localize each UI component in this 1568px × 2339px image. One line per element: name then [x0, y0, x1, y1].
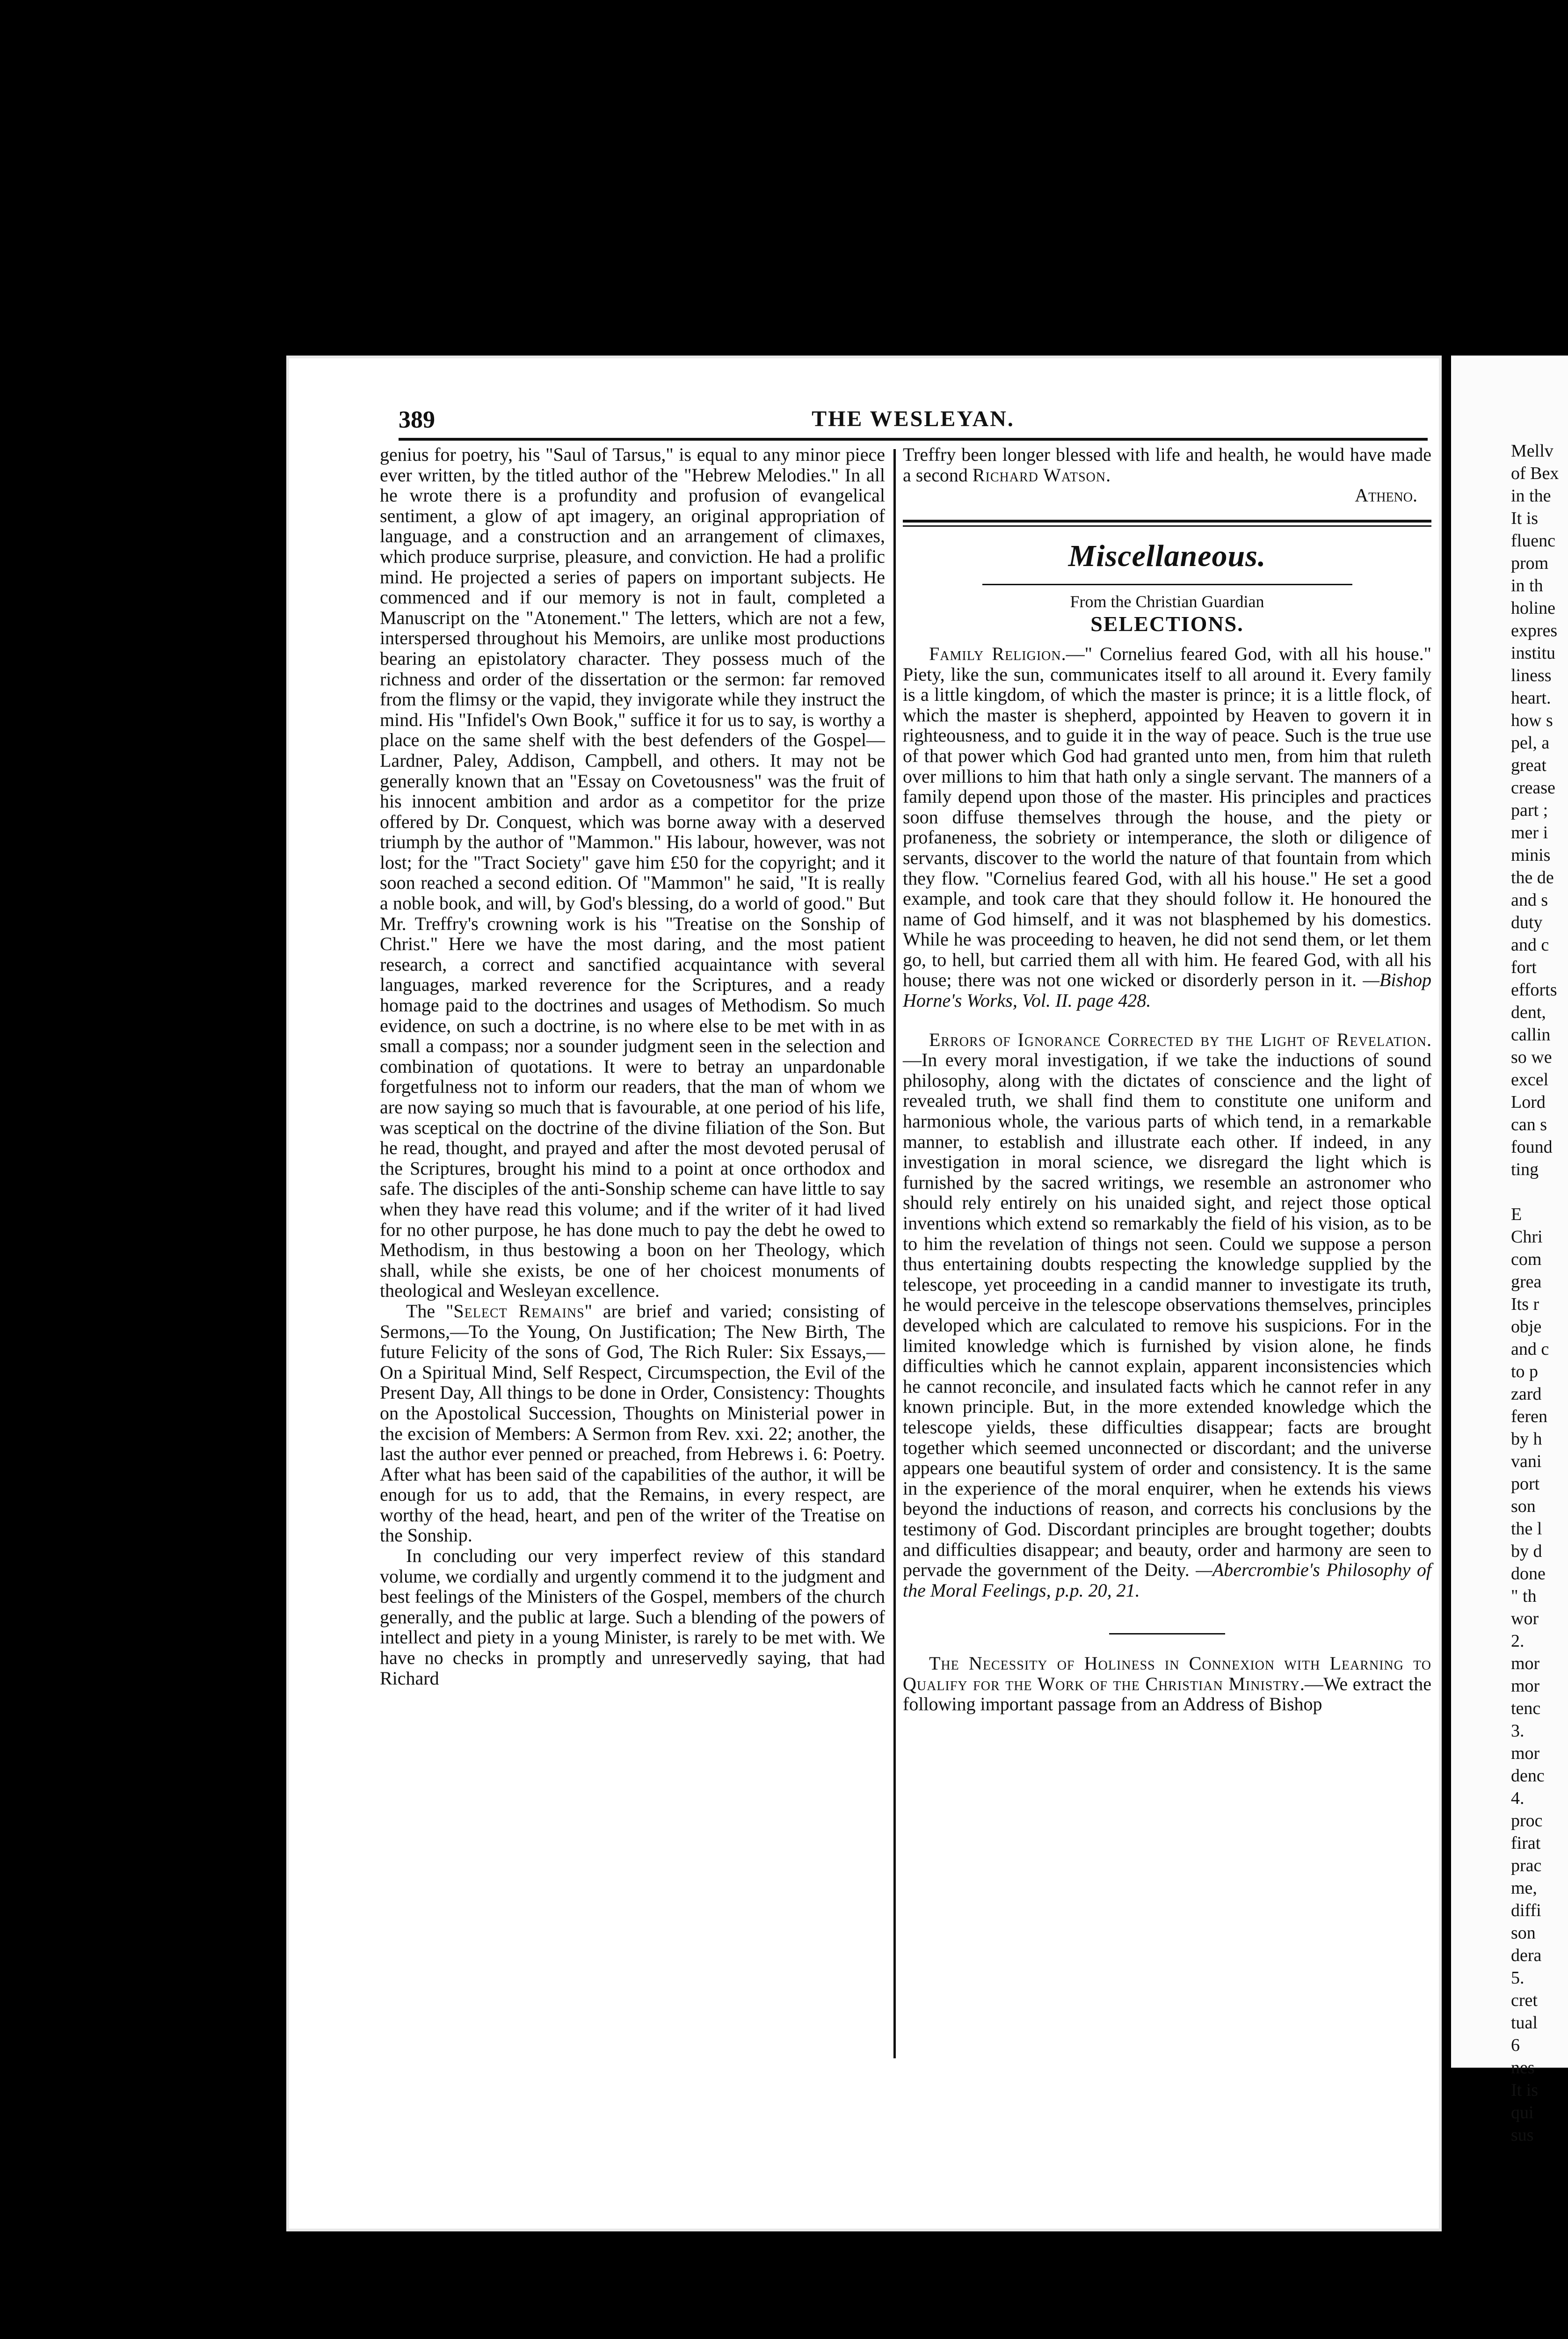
adjacent-line: " th	[1511, 1586, 1537, 1606]
adjacent-line: 3.	[1511, 1721, 1524, 1741]
paragraph-continuation	[903, 444, 1431, 485]
adjacent-line: holine	[1511, 598, 1555, 618]
section-title-miscellaneous: Miscellaneous.	[1068, 538, 1266, 573]
adjacent-line: Its r	[1511, 1294, 1539, 1314]
right-column	[903, 444, 1431, 2077]
signature-atheno: Atheno.	[1355, 485, 1417, 506]
para2-lead: The "	[406, 1300, 454, 1322]
item1-body: .—" Cornelius feared God, with all his house." Piety, like the sun, communicates itself to all around it. Every family is a little kingdom, of which the master is prince; it is a little flock, of which the master is shepherd, appointed by Heaven to govern it in righteousness, and to guide it in the way of peace. Such is the true use of that power which God had granted unto men, from him that ruleth over millions to him that hath only a single servant. The manners of a family depend upon those of the master. His principles and practices soon diffuse themselves through the house, and the piety or profaneness, the sobriety or intemperance, the sloth or diligence of servants, discover to the world the nature of that fountain from which they flow. "Cornelius feared God, with all his house." He set a good example, and took care that they should follow it. He honoured the name of God himself, and it was not blasphemed by his domestics. While he was proceeding to heaven, he did not send them, or let them go, to hell, but carried them all with him. He feared God, with all his house; there was not one wicked or disorderly person in it.	[903, 643, 1431, 991]
adjacent-line: nes	[1511, 2058, 1535, 2077]
paragraph-treffry-works: genius for poetry, his "Saul of Tarsus," is equal to any minor piece ever written, by the titled author of the "Hebrew Melodies." In all he wrote there is a profundity and profusion of evangelical sentiment, a glow of apt imagery, an original appropriation of language, and a construction and an arrangement of climaxes, which produce surprise, pleasure, and conviction. He had a prolific mind. He projected a series of papers on important subjects. He commenced and if our memory is not in fault, completed a Manuscript on the "Atonement." The letters, which are not a few, interspersed throughout his Memoirs, are unlike most productions bearing an epistolatory character. They possess much of the richness and order of the dissertation or the sermon: far removed from the flimsy or the vapid, they invigorate while they instruct the mind. His "Infidel's Own Book," suffice it for us to say, is worthy a place on the same shelf with the best defenders of the Gospel—Lardner, Paley, Addison, Campbell, and others. It may not be generally known that an "Essay on Covetousness" was the fruit of his innocent ambition and ardor as a competitor for the prize offered by Dr. Conquest, which was borne away with a deserved triumph by the author of "Mammon." His labour, however, was not lost; for the "Tract Society" gave him £50 for the copyright; and it soon reached a second edition. Of "Mammon" he said, "It is really a noble book, and will, by God's blessing, do a world of good." But Mr. Treffry's crowning work is his "Treatise on the Sonship of Christ." Here we have the most daring, and the most patient research, a correct and sanctified acquaintance with several languages, marked reverence for the Scriptures, and a ready homage paid to the doctrines and usages of Methodism. So much evidence, on such a doctrine, is no where else to be met with in as small a compass; nor a sounder judgment seen in the selection and combination of quotations. It were to betray an unpardonable forgetfulness not to inform our readers, that the man of whom we are now saying so much that is favourable, at one period of his life, was sceptical on the doctrine of the divine filiation of the Son. But he read, thought, and prayed and after the most devoted perusal of the Scriptures, brought his mind to a point at once orthodox and safe. The disciples of the anti-Sonship scheme can have little to say when they have read this volume; and if the writer of it had lived for no other purpose, he has done much to pay the debt he owed to Methodism, in thus bestowing a boon on her Theology, which shall, while she exists, be one of her choicest monuments of theological and Wesleyan excellence.	[380, 444, 885, 1301]
adjacent-line: denc	[1511, 1766, 1545, 1786]
adjacent-line: 5.	[1511, 1968, 1524, 1988]
adjacent-line: institu	[1511, 643, 1556, 663]
item-family-religion	[903, 644, 1431, 1011]
adjacent-line: pel, a	[1511, 733, 1550, 753]
para2-body: " are brief and varied; consisting of Sermons,—To the Young, On Justification; The New Birth, The future Felicity of the sons of God, The Rich Ruler: Six Essays,—On a Spiritual Mind, Self Respect, Circumspection, the Evil of the Present Day, All things to be done in Order, Consistency: Thoughts on the Apostolical Succession, Thoughts on Ministerial power in the excision of Members: A Sermon from Rev. xxi. 22; another, the last the author ever penned or preached, from Hebrews i. 6: Poetry. After what has been said of the capabilities of the author, it will be enough for us to add, that the Remains, in every respect, are worthy of the head, heart, and pen of the writer of the Treatise on the Sonship.	[380, 1300, 885, 1546]
column-divider	[893, 449, 896, 2058]
adjacent-line: of Bex	[1511, 464, 1559, 483]
adjacent-line: how s	[1511, 711, 1553, 730]
page-header	[399, 406, 1428, 439]
adjacent-line: great	[1511, 755, 1546, 775]
item2-body: .—In every moral investigation, if we take the inductions of sound philosophy, along with the dictates of conscience and the light of revealed truth, we shall find them to constitute one uniform and harmonious whole, the various parts of which tend, in a remarkable manner, to establish and illustrate each other. If indeed, in any investigation in moral science, we disregard the light which is furnished by the sacred writings, we resemble an astronomer who should rely entirely on his unaided sight, and reject those optical inventions which extend so remarkably the field of his vision, as to be to him the revelation of things not seen. Could we suppose a person thus entertaining doubts respecting the knowledge supplied by the telescope, yet proceeding in a candid manner to investigate its truth, he would perceive in the telescope observations themselves, principles developed which are calculated to remove his suspicions. For in the limited knowledge which is furnished by vision alone, he finds difficulties which he cannot explain, apparent inconsistencies which he cannot reconcile, and insulated facts which he cannot refer in any known principle. But, in the more extended knowledge which the telescope yields, these difficulties disappear; facts are brought together which seemed unconnected or discordant; and the universe appears one beautiful system of order and consistency. It is the same in the experience of the moral enquirer, when he extends his views beyond the inductions of reason, and corrects his conclusions by the testimony of God. Discordant principles are brought together; doubts and difficulties disappear; and beauty, order and harmony are seen to pervade the government of the Deity.	[903, 1029, 1431, 1581]
adjacent-page-lines	[1451, 356, 1568, 2146]
adjacent-line: and s	[1511, 890, 1548, 910]
adjacent-line: dent,	[1511, 1002, 1546, 1022]
adjacent-line: mor	[1511, 1743, 1540, 1763]
adjacent-line: It is	[1511, 2080, 1539, 2100]
adjacent-line: by d	[1511, 1541, 1542, 1561]
paragraph-concluding: In concluding our very imperfect review of this standard volume, we cordially and urgently commend it to the judgment and best feelings of the Ministers of the Gospel, members of the church generally, and the public at large. Such a blending of the powers of intellect and piety in a young Minister, is rarely to be met with. We have no checks in promptly and unreservedly saying, that had Richard	[380, 1545, 885, 1689]
item-errors-of-ignorance	[903, 1030, 1431, 1601]
adjacent-line: ting	[1511, 1160, 1539, 1179]
adjacent-line: vani	[1511, 1452, 1542, 1471]
adjacent-line: prac	[1511, 1856, 1542, 1875]
adjacent-line: prom	[1511, 553, 1549, 573]
adjacent-line: son	[1511, 1923, 1536, 1943]
adjacent-line: done	[1511, 1564, 1546, 1584]
adjacent-line: Lord	[1511, 1092, 1546, 1112]
item-necessity-of-holiness	[903, 1653, 1431, 1714]
adjacent-page-fragment	[1451, 356, 1568, 2145]
adjacent-line: crease	[1511, 778, 1555, 798]
selections-subhead: SELECTIONS.	[1090, 612, 1244, 636]
item-gap	[903, 1011, 1431, 1030]
adjacent-line	[1451, 1181, 1568, 1203]
paragraph-select-remains	[380, 1301, 885, 1546]
select-remains-title: Select Remains	[453, 1300, 585, 1322]
adjacent-line: 6	[1511, 2035, 1520, 2055]
adjacent-line: cret	[1511, 1990, 1538, 2010]
adjacent-line: proc	[1511, 1811, 1543, 1831]
adjacent-line: fort	[1511, 958, 1537, 977]
adjacent-line: Mellv	[1511, 441, 1553, 461]
adjacent-line: by h	[1511, 1429, 1542, 1449]
adjacent-line: qui	[1511, 2103, 1534, 2122]
adjacent-line: 2.	[1511, 1631, 1524, 1651]
adjacent-line: me,	[1511, 1878, 1537, 1898]
item1-title: Family Religion	[929, 643, 1061, 664]
adjacent-line: liness	[1511, 666, 1552, 685]
adjacent-line: port	[1511, 1474, 1540, 1494]
adjacent-line: diffi	[1511, 1901, 1541, 1920]
adjacent-line: wor	[1511, 1609, 1539, 1628]
adjacent-line: and c	[1511, 1339, 1549, 1359]
adjacent-line: mor	[1511, 1654, 1540, 1673]
item-separator-rule	[1109, 1633, 1226, 1634]
adjacent-line: tual	[1511, 2013, 1538, 2033]
adjacent-line: Chri	[1511, 1227, 1543, 1247]
item1-citation: —Bishop Horne's Works, Vol. II. page 428.	[903, 969, 1432, 1011]
adjacent-line: grea	[1511, 1272, 1542, 1292]
adjacent-line: the de	[1511, 868, 1554, 887]
section-thin-rule	[982, 584, 1352, 585]
section-double-rule	[903, 520, 1431, 527]
adjacent-line: heart.	[1511, 688, 1551, 708]
adjacent-line: dera	[1511, 1946, 1542, 1965]
adjacent-line: son	[1511, 1496, 1536, 1516]
adjacent-line: feren	[1511, 1407, 1548, 1426]
adjacent-line: zard	[1511, 1384, 1542, 1404]
source-line: From the Christian Guardian	[1070, 592, 1264, 611]
item2-title: Errors of Ignorance Corrected by the Light of Revelation	[929, 1029, 1427, 1050]
continuation-end: .	[1106, 464, 1111, 486]
adjacent-line: to p	[1511, 1362, 1539, 1381]
adjacent-line: sus	[1511, 2125, 1534, 2145]
left-column	[380, 444, 885, 2077]
adjacent-line: expres	[1511, 621, 1558, 640]
adjacent-line: tenc	[1511, 1699, 1541, 1718]
adjacent-line: in the	[1511, 486, 1551, 506]
continuation-text: Treffry been longer blessed with life and health, he would have made a second	[903, 444, 1431, 486]
adjacent-line: com	[1511, 1249, 1542, 1269]
adjacent-line: mor	[1511, 1676, 1540, 1696]
adjacent-line: mer i	[1511, 823, 1548, 843]
adjacent-line: in th	[1511, 576, 1543, 596]
scanned-page	[286, 356, 1442, 2231]
item2-citation: —Abercrombie's Philosophy of the Moral Feelings, p.p. 20, 21.	[903, 1559, 1432, 1601]
item3-title: The Necessity of Holiness in Connexion with Learning to Qualify for the Work of the Christian Ministry	[903, 1653, 1431, 1694]
adjacent-line: obje	[1511, 1317, 1542, 1337]
adjacent-line: part ;	[1511, 800, 1548, 820]
richard-watson-name: Richard Watson	[972, 464, 1106, 486]
adjacent-line: duty	[1511, 913, 1543, 932]
adjacent-line: fluenc	[1511, 531, 1555, 551]
adjacent-line: found	[1511, 1137, 1553, 1157]
adjacent-line: minis	[1511, 845, 1551, 865]
adjacent-line: excel	[1511, 1070, 1549, 1090]
page-number: 389	[399, 407, 435, 433]
adjacent-line: the l	[1511, 1519, 1542, 1539]
adjacent-line: so we	[1511, 1047, 1552, 1067]
adjacent-line: callin	[1511, 1025, 1551, 1045]
running-head: THE WESLEYAN.	[812, 407, 1015, 431]
adjacent-line: efforts	[1511, 980, 1557, 1000]
adjacent-line: firat	[1511, 1833, 1541, 1853]
adjacent-line: It is	[1511, 508, 1539, 528]
adjacent-line: E	[1511, 1205, 1522, 1224]
adjacent-line: can s	[1511, 1115, 1547, 1134]
adjacent-line: and c	[1511, 935, 1549, 955]
header-rule	[399, 438, 1428, 441]
item3-body: .—We extract the following important passage from an Address of Bishop	[903, 1673, 1431, 1715]
adjacent-line: 4.	[1511, 1788, 1524, 1808]
